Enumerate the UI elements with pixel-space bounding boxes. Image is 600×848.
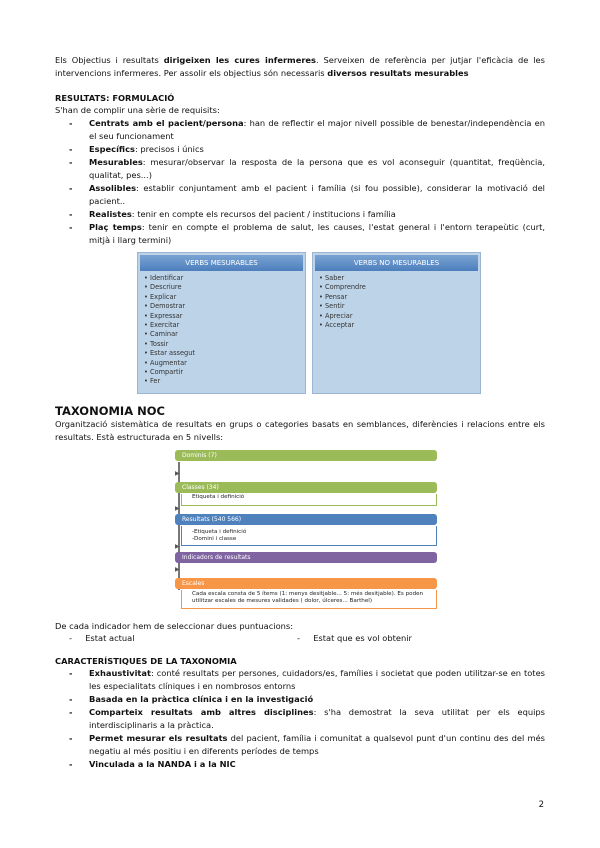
page-number: 2 bbox=[538, 800, 544, 810]
caracteristiques-heading: CARACTERÍSTIQUES DE LA TAXONOMIA bbox=[55, 656, 237, 666]
list-item bbox=[89, 693, 545, 706]
list-item: • Saber bbox=[319, 274, 480, 283]
scores-row bbox=[55, 633, 545, 643]
item-term: Mesurables bbox=[89, 157, 143, 167]
item-desc: : precisos i únics bbox=[134, 144, 204, 154]
level-dominis: Dominis (7) bbox=[175, 450, 437, 461]
item-desc: : han de reflectir el major nivell possible de benestar/independència en el seu funcionament bbox=[89, 118, 545, 141]
level-resultats: Resultats (540 566) bbox=[175, 514, 437, 525]
list-item bbox=[89, 117, 545, 143]
item-term: Exhaustivitat bbox=[89, 668, 151, 678]
level-detail-text: -Etiqueta i definició bbox=[192, 529, 247, 535]
list-item: • Identificar bbox=[144, 274, 305, 283]
verbs-mesurables-box bbox=[137, 252, 306, 394]
score-label: Estat que es vol obtenir bbox=[313, 633, 412, 643]
resultats-heading-sub: : FORMULACIÓ bbox=[106, 93, 175, 103]
intro-paragraph bbox=[55, 54, 545, 80]
level-detail-text: -Domini i classe bbox=[192, 536, 237, 542]
level-classes-detail bbox=[181, 494, 437, 506]
level-detail-text: Etiqueta i definició bbox=[192, 494, 245, 500]
item-desc: del pacient, família i comunitat a qualsevol punt d'un continu des del més negatiu al més positiu i en diferents períodes de temps bbox=[89, 733, 545, 756]
list-item: • Explicar bbox=[144, 293, 305, 302]
resultats-lead: S'han de complir una sèrie de requisits: bbox=[55, 105, 220, 115]
list-item: • Exercitar bbox=[144, 321, 305, 330]
taxonomy-diagram bbox=[175, 448, 445, 620]
item-term: Basada en la pràctica clínica i en la investigació bbox=[89, 694, 314, 704]
item-term: Comparteix resultats amb altres disciplines bbox=[89, 707, 314, 717]
arrow-icon: ▶ bbox=[175, 543, 180, 550]
verbs-mesurables-title: VERBS MESURABLES bbox=[140, 255, 303, 271]
list-item: • Caminar bbox=[144, 330, 305, 339]
level-indicadors: Indicadors de resultats bbox=[175, 552, 437, 563]
level-detail-text: Cada escala consta de 5 ítems (1: menys desitjable... 5: més desitjable). Es poden utilitzar escales de mesures validades ( dolor, úlceres... Barthel) bbox=[192, 591, 424, 604]
item-term: Específics bbox=[89, 144, 135, 154]
taxonomia-desc: Organització sistemàtica de resultats en grups o categories basats en semblances, diferències i relacions entre els resultats. Està estructurada en 5 nivells: bbox=[55, 419, 545, 442]
list-item: • Descriure bbox=[144, 283, 305, 292]
item-desc: : mesurar/observar la resposta de la persona que es vol aconseguir (quantitat, freqüència, qualitat, pes...) bbox=[89, 157, 545, 180]
intro-text-2: . Serveixen de referència per jutjar l'eficàcia de les intervencions infermeres. Per assolir els objectius són necessaris bbox=[55, 55, 545, 78]
intro-bold-2: diversos resultats mesurables bbox=[327, 68, 469, 78]
list-item bbox=[89, 143, 545, 156]
verbs-no-mesurables-title: VERBS NO MESURABLES bbox=[315, 255, 478, 271]
verbs-no-mesurables-list bbox=[319, 274, 480, 330]
list-item: • Pensar bbox=[319, 293, 480, 302]
item-desc: : s'ha demostrat la seva utilitat per els equips interdisciplinaris a la pràctica. bbox=[89, 707, 545, 730]
list-item: • Apreciar bbox=[319, 312, 480, 321]
level-classes: Classes (34) bbox=[175, 482, 437, 493]
list-item: • Tossir bbox=[144, 340, 305, 349]
item-desc: : conté resultats per persones, cuidadors/es, famílies i societat que poden utilitzar-se en totes les especialitats clíniques i en nombrosos entorns bbox=[89, 668, 545, 691]
resultats-heading bbox=[55, 92, 545, 104]
arrow-icon: ▶ bbox=[175, 566, 180, 573]
level-escales-detail bbox=[181, 590, 437, 609]
page-content bbox=[55, 54, 545, 771]
verbs-figure bbox=[137, 252, 545, 394]
taxonomia-after: De cada indicador hem de seleccionar dues puntuacions: bbox=[55, 621, 294, 631]
score-item: - Estat que es vol obtenir bbox=[297, 633, 412, 643]
list-item bbox=[89, 758, 545, 771]
list-item bbox=[89, 156, 545, 182]
resultats-heading-main: RESULTATS bbox=[55, 93, 107, 103]
list-item: • Expressar bbox=[144, 312, 305, 321]
list-item bbox=[89, 667, 545, 693]
list-item: • Sentir bbox=[319, 302, 480, 311]
verbs-mesurables-list bbox=[144, 274, 305, 387]
item-term: Vinculada a la NANDA i a la NIC bbox=[89, 759, 236, 769]
verbs-no-mesurables-box bbox=[312, 252, 481, 394]
list-item: • Acceptar bbox=[319, 321, 480, 330]
list-item: • Compartir bbox=[144, 368, 305, 377]
list-item: • Fer bbox=[144, 377, 305, 386]
item-term: Permet mesurar els resultats bbox=[89, 733, 228, 743]
arrow-icon: ▶ bbox=[175, 470, 180, 477]
item-desc: : tenir en compte el problema de salut, les causes, l'estat general i l'entorn terapeùtic (curt, mitjà i llarg termini) bbox=[89, 222, 546, 245]
list-item bbox=[89, 706, 545, 732]
score-item: - Estat actual bbox=[69, 633, 135, 643]
item-term: Plaç temps bbox=[89, 222, 142, 232]
item-term: Realistes bbox=[89, 209, 132, 219]
requisits-list bbox=[55, 117, 545, 247]
list-item bbox=[89, 208, 545, 221]
list-item bbox=[89, 732, 545, 758]
caracteristiques-list bbox=[55, 667, 545, 771]
list-item bbox=[89, 221, 545, 247]
list-item: • Augmentar bbox=[144, 359, 305, 368]
item-desc: : tenir en compte els recursos del pacient / institucions i família bbox=[131, 209, 396, 219]
intro-bold-1: dirigeixen les cures infermeres bbox=[163, 55, 316, 65]
arrow-icon: ▶ bbox=[175, 505, 180, 512]
list-item: • Estar assegut bbox=[144, 349, 305, 358]
taxonomia-title: TAXONOMIA NOC bbox=[55, 404, 165, 418]
intro-text-1: Els Objectius i resultats bbox=[55, 55, 164, 65]
item-term: Centrats amb el pacient/persona bbox=[89, 118, 244, 128]
item-term: Assolibles bbox=[89, 183, 137, 193]
score-label: Estat actual bbox=[85, 633, 135, 643]
item-desc: : establir conjuntament amb el pacient i família (si fou possible), considerar la motivació del pacient.. bbox=[89, 183, 545, 206]
list-item: • Demostrar bbox=[144, 302, 305, 311]
level-escales: Escales bbox=[175, 578, 437, 589]
list-item: • Comprendre bbox=[319, 283, 480, 292]
list-item bbox=[89, 182, 545, 208]
level-resultats-detail bbox=[181, 526, 437, 546]
